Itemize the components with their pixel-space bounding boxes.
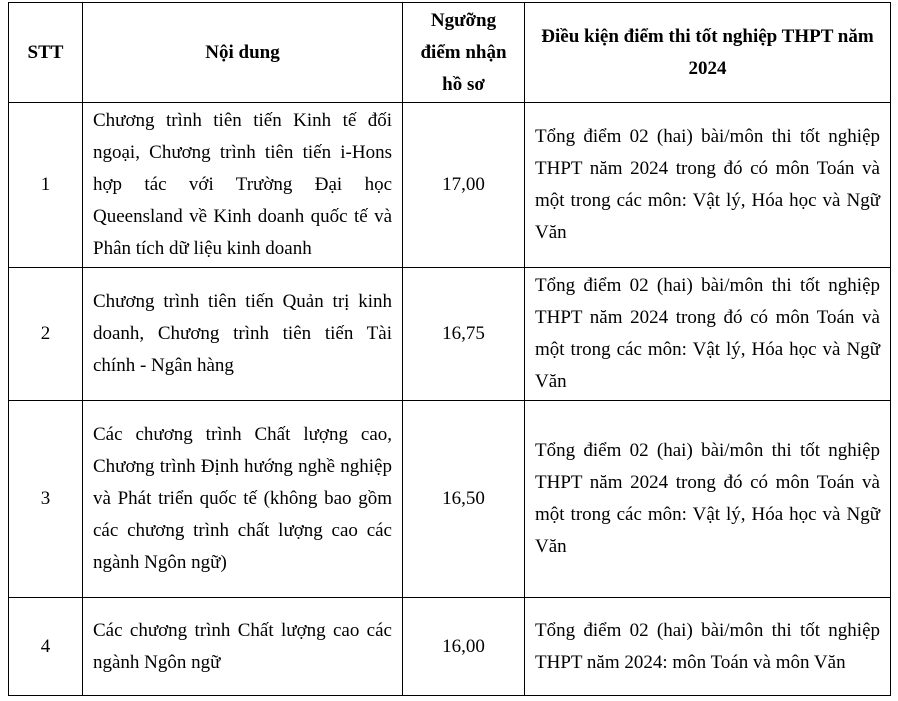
cell-nguong: 17,00 [403,103,525,268]
table-row [9,268,891,401]
table-row [9,401,891,598]
cell-dieu-kien: Tổng điểm 02 (hai) bài/môn thi tốt nghiệp THPT năm 2024 trong đó có môn Toán và một trong các môn: Vật lý, Hóa học và Ngữ Văn [525,401,891,598]
cell-nguong: 16,00 [403,598,525,696]
table-row [9,103,891,268]
cell-stt: 3 [9,401,83,598]
header-stt: STT [9,3,83,103]
cell-noi-dung: Chương trình tiên tiến Kinh tế đối ngoại, Chương trình tiên tiến i-Hons hợp tác với Trường Đại học Queensland về Kinh doanh quốc tế và Phân tích dữ liệu kinh doanh [83,103,403,268]
admission-threshold-table [8,2,891,696]
cell-dieu-kien: Tổng điểm 02 (hai) bài/môn thi tốt nghiệp THPT năm 2024: môn Toán và môn Văn [525,598,891,696]
header-nguong: Ngưỡng điểm nhận hồ sơ [403,3,525,103]
table-row [9,598,891,696]
cell-nguong: 16,50 [403,401,525,598]
cell-noi-dung: Chương trình tiên tiến Quản trị kinh doanh, Chương trình tiên tiến Tài chính - Ngân hàng [83,268,403,401]
header-dieu-kien: Điều kiện điểm thi tốt nghiệp THPT năm 2024 [525,3,891,103]
cell-stt: 4 [9,598,83,696]
cell-noi-dung: Các chương trình Chất lượng cao các ngành Ngôn ngữ [83,598,403,696]
header-noi-dung: Nội dung [83,3,403,103]
cell-stt: 1 [9,103,83,268]
cell-noi-dung: Các chương trình Chất lượng cao, Chương trình Định hướng nghề nghiệp và Phát triển quốc tế (không bao gồm các chương trình chất lượng cao các ngành Ngôn ngữ) [83,401,403,598]
cell-dieu-kien: Tổng điểm 02 (hai) bài/môn thi tốt nghiệp THPT năm 2024 trong đó có môn Toán và một trong các môn: Vật lý, Hóa học và Ngữ Văn [525,103,891,268]
cell-nguong: 16,75 [403,268,525,401]
cell-stt: 2 [9,268,83,401]
cell-dieu-kien: Tổng điểm 02 (hai) bài/môn thi tốt nghiệp THPT năm 2024 trong đó có môn Toán và một trong các môn: Vật lý, Hóa học và Ngữ Văn [525,268,891,401]
table-header-row [9,3,891,103]
